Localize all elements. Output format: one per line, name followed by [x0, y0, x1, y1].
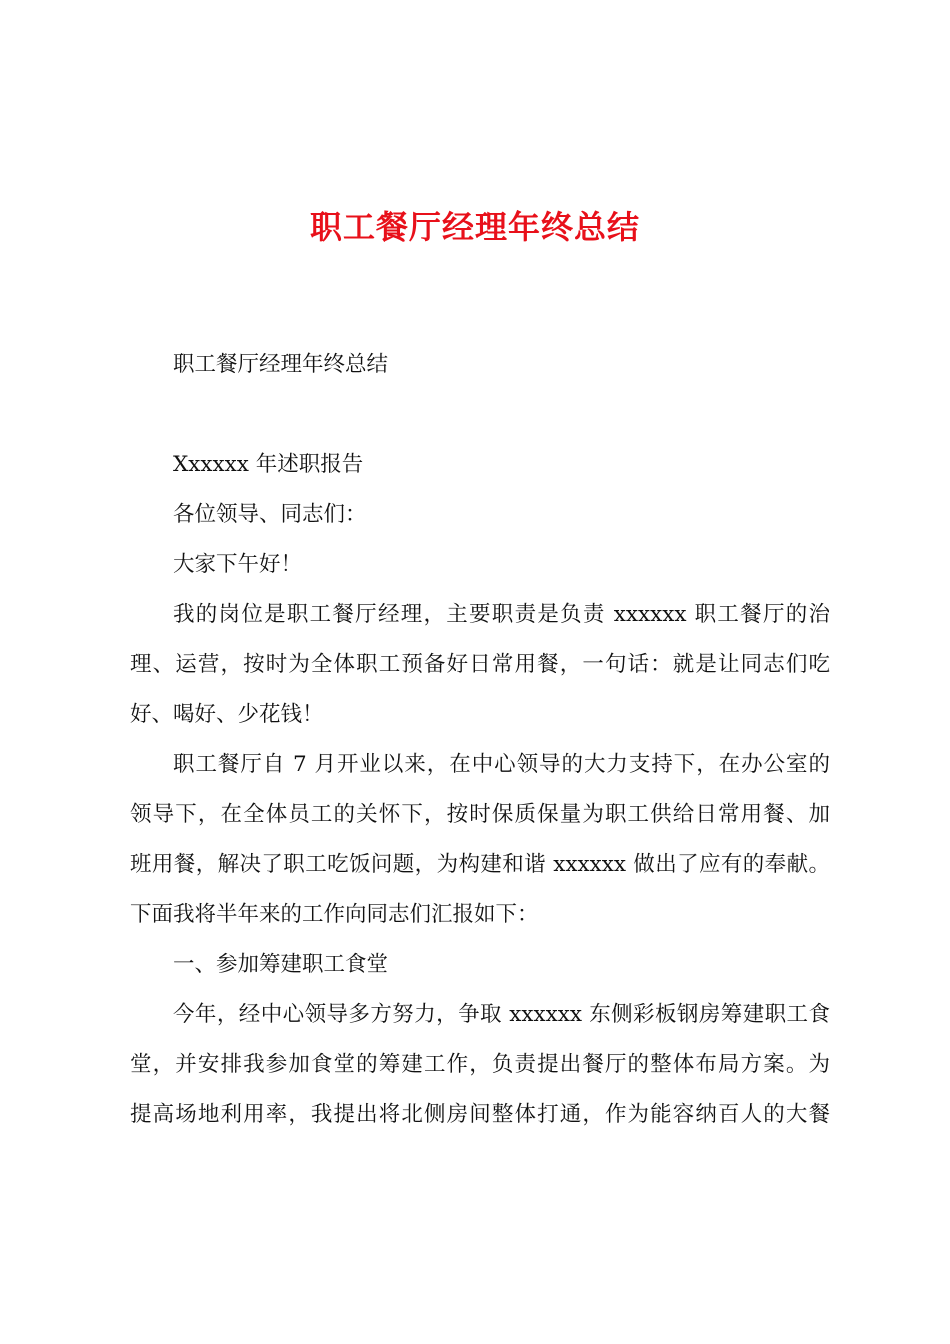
document-title: 职工餐厅经理年终总结: [309, 208, 640, 246]
paragraph-2-line-1: 职工餐厅自 7 月开业以来，在中心领导的大力支持下，在办公室的: [173, 752, 830, 777]
paragraph-2-line-3: 班用餐，解决了职工吃饭问题，为构建和谐 xxxxxx 做出了应有的奉献。: [130, 852, 830, 877]
section-1-heading: 一、参加筹建职工食堂: [173, 952, 389, 977]
subtitle: 职工餐厅经理年终总结: [173, 352, 389, 377]
paragraph-3-line-1: 今年，经中心领导多方努力，争取 xxxxxx 东侧彩板钢房筹建职工食: [173, 1002, 830, 1027]
paragraph-1-line-3: 好、喝好、少花钱！: [130, 702, 324, 727]
paragraph-2-line-4: 下面我将半年来的工作向同志们汇报如下：: [130, 902, 539, 927]
paragraph-3-line-3: 提高场地利用率，我提出将北侧房间整体打通，作为能容纳百人的大餐: [130, 1102, 830, 1127]
paragraph-2-line-2: 领导下，在全体员工的关怀下，按时保质保量为职工供给日常用餐、加: [130, 802, 830, 827]
salutation: 各位领导、同志们：: [173, 502, 367, 527]
paragraph-3-line-2: 堂，并安排我参加食堂的筹建工作，负责提出餐厅的整体布局方案。为: [130, 1052, 830, 1077]
paragraph-1-line-1: 我的岗位是职工餐厅经理，主要职责是负责 xxxxxx 职工餐厅的治: [173, 602, 830, 627]
report-heading: Xxxxxx 年述职报告: [173, 452, 364, 477]
paragraph-1-line-2: 理、运营，按时为全体职工预备好日常用餐，一句话：就是让同志们吃: [130, 652, 830, 677]
greeting: 大家下午好！: [173, 552, 303, 577]
